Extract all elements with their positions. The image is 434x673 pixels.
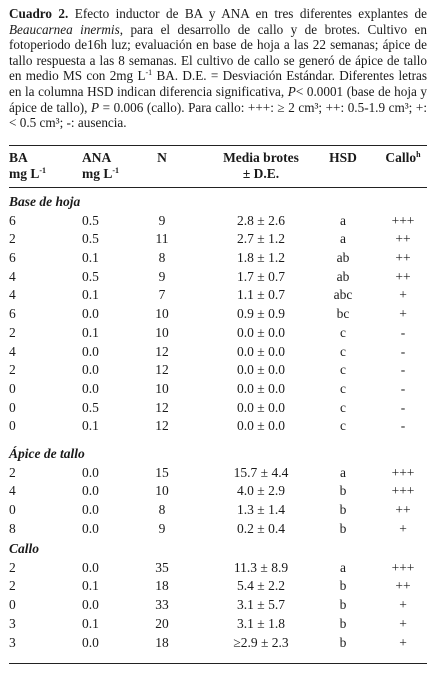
- cell-ana: 0.5: [82, 400, 99, 415]
- cell-ana: 0.1: [82, 578, 99, 593]
- cell-media: 3.1 ± 5.7: [237, 597, 285, 612]
- cell-n: 15: [155, 465, 169, 480]
- caption-p-symbol-2: P: [91, 99, 100, 115]
- cell-callo: +++: [391, 560, 415, 575]
- cell-callo: ++: [395, 578, 411, 593]
- cell-n: 18: [155, 578, 169, 593]
- cell-ana: 0.1: [82, 616, 99, 631]
- cell-ba: 2: [9, 560, 16, 575]
- cell-n: 12: [155, 418, 169, 433]
- cell-hsd: c: [340, 362, 346, 377]
- cell-ana: 0.5: [82, 213, 99, 228]
- cell-hsd: b: [339, 597, 347, 612]
- cell-n: 35: [155, 560, 169, 575]
- cell-ba: 0: [9, 597, 16, 612]
- caption-text-2: , para el desarrollo de callo y de brotes. Cultivo en fotoperiodo de16h luz; evaluación en base de hoja a las 22 semanas; ápice de tallo respuesta a las 8 semanas. El cultivo de callo se generó de ápice de tallo en medio MS con 2mg L: [9, 21, 427, 84]
- top-rule: [9, 145, 427, 146]
- cell-callo: ++: [395, 231, 411, 246]
- cell-media: 0.0 ± 0.0: [237, 418, 285, 433]
- header-ba-unit: [9, 166, 46, 182]
- cell-hsd: a: [340, 560, 346, 575]
- cell-ana: 0.1: [82, 250, 99, 265]
- cell-ba: 8: [9, 521, 16, 536]
- cell-media: ≥2.9 ± 2.3: [233, 635, 289, 650]
- cell-callo: -: [400, 362, 406, 377]
- cell-ba: 0: [9, 400, 16, 415]
- cell-n: 7: [158, 287, 166, 302]
- cell-media: 2.8 ± 2.6: [237, 213, 285, 228]
- cell-ba: 4: [9, 287, 16, 302]
- cell-ana: 0.5: [82, 231, 99, 246]
- cell-ba: 6: [9, 213, 16, 228]
- section-title: Ápice de tallo: [9, 446, 85, 461]
- cell-ba: 0: [9, 381, 16, 396]
- cell-n: 12: [155, 344, 169, 359]
- cell-hsd: c: [340, 381, 346, 396]
- section-title: Base de hoja: [9, 194, 81, 209]
- caption-species: Beaucarnea inermis: [9, 21, 120, 37]
- cell-ba: 2: [9, 325, 16, 340]
- cell-callo: +++: [391, 213, 415, 228]
- cell-n: 9: [158, 269, 166, 284]
- cell-n: 33: [155, 597, 169, 612]
- cell-ana: 0.0: [82, 306, 99, 321]
- cell-ba: 6: [9, 306, 16, 321]
- cell-media: 1.8 ± 1.2: [237, 250, 285, 265]
- cell-callo: -: [400, 381, 406, 396]
- header-ana-line1: ANA: [82, 150, 112, 165]
- header-ba-sup: -1: [39, 166, 47, 175]
- header-media-de: ± D.E.: [242, 166, 280, 181]
- cell-n: 20: [155, 616, 169, 631]
- caption-unit-sup: -1: [145, 68, 153, 78]
- caption-text-1: Efecto inductor de BA y ANA en tres diferentes explantes de: [68, 6, 427, 21]
- cell-ba: 2: [9, 362, 16, 377]
- cell-ba: 2: [9, 465, 16, 480]
- cell-ana: 0.0: [82, 465, 99, 480]
- cell-callo: +: [399, 306, 407, 321]
- caption-text-4: < 0.0001 (base de hoja y ápice de tallo),: [9, 83, 428, 115]
- cell-media: 0.9 ± 0.9: [237, 306, 285, 321]
- caption-text-5: = 0.006 (callo). Para callo: +++: ≥ 2 cm³; ++: 0.5-1.9 cm³; +: < 0.5 cm³; -: ausencia.: [9, 99, 427, 131]
- cell-n: 18: [155, 635, 169, 650]
- cell-media: 1.7 ± 0.7: [237, 269, 285, 284]
- cell-hsd: a: [340, 465, 346, 480]
- caption-p-symbol: P: [287, 83, 296, 99]
- cell-ana: 0.1: [82, 418, 99, 433]
- cell-hsd: b: [339, 616, 347, 631]
- cell-n: 10: [155, 381, 169, 396]
- cell-callo: -: [400, 325, 406, 340]
- header-ba: [9, 150, 28, 166]
- cell-n: 11: [155, 231, 169, 246]
- cell-ba: 4: [9, 483, 16, 498]
- cell-n: 10: [155, 483, 169, 498]
- header-ba-line2: mg L: [9, 166, 40, 181]
- cell-ana: 0.0: [82, 344, 99, 359]
- cell-ana: 0.0: [82, 483, 99, 498]
- cell-media: 0.0 ± 0.0: [237, 362, 285, 377]
- cell-ana: 0.0: [82, 560, 99, 575]
- cell-callo: +++: [391, 465, 415, 480]
- cell-ba: 0: [9, 418, 16, 433]
- cell-ana: 0.1: [82, 287, 99, 302]
- cell-callo: -: [400, 418, 406, 433]
- cell-hsd: ab: [336, 269, 350, 284]
- cell-hsd: b: [339, 635, 347, 650]
- header-hsd: HSD: [329, 150, 357, 165]
- cell-callo: +: [399, 597, 407, 612]
- cell-ba: 4: [9, 344, 16, 359]
- caption-text-3: BA. D.E. = Desviación Estándar. Diferentes letras en la columna HSD indican diferencia significativa,: [9, 68, 428, 99]
- cell-callo: +: [399, 521, 407, 536]
- header-ana-sup: -1: [112, 166, 120, 175]
- cell-hsd: b: [339, 483, 347, 498]
- cell-callo: ++: [395, 502, 411, 517]
- cell-ana: 0.0: [82, 381, 99, 396]
- cell-media: 1.1 ± 0.7: [237, 287, 285, 302]
- cell-media: 11.3 ± 8.9: [233, 560, 289, 575]
- cell-media: 0.0 ± 0.0: [237, 325, 285, 340]
- cell-callo: ++: [395, 250, 411, 265]
- cell-hsd: c: [340, 344, 346, 359]
- cell-callo: -: [400, 400, 406, 415]
- header-callo-label: Callo: [385, 150, 417, 165]
- header-ana: [82, 150, 111, 166]
- caption-label: Cuadro 2.: [9, 6, 69, 21]
- header-ana-unit: [82, 166, 119, 182]
- header-ba-line1: BA: [9, 150, 28, 165]
- cell-ana: 0.0: [82, 521, 99, 536]
- cell-hsd: c: [340, 418, 346, 433]
- cell-callo: +: [399, 287, 407, 302]
- cell-ana: 0.5: [82, 269, 99, 284]
- cell-media: 3.1 ± 1.8: [237, 616, 285, 631]
- header-callo-sup: h: [416, 150, 421, 159]
- table-caption: [9, 6, 427, 131]
- cell-callo: +: [399, 616, 407, 631]
- cell-n: 8: [158, 502, 166, 517]
- cell-callo: -: [400, 344, 406, 359]
- cell-n: 9: [158, 521, 166, 536]
- cell-hsd: ab: [336, 250, 350, 265]
- cell-media: 0.0 ± 0.0: [237, 381, 285, 396]
- cell-ana: 0.0: [82, 502, 99, 517]
- cell-callo: +++: [391, 483, 415, 498]
- cell-hsd: c: [340, 325, 346, 340]
- cell-n: 10: [155, 325, 169, 340]
- cell-hsd: b: [339, 502, 347, 517]
- header-ana-line2: mg L: [82, 166, 113, 181]
- cell-media: 0.0 ± 0.0: [237, 344, 285, 359]
- cell-n: 8: [158, 250, 166, 265]
- header-n: N: [157, 150, 167, 165]
- cell-hsd: abc: [333, 287, 353, 302]
- cell-callo: +: [399, 635, 407, 650]
- section-title: Callo: [9, 541, 40, 556]
- cell-ba: 3: [9, 616, 16, 631]
- cell-ba: 6: [9, 250, 16, 265]
- cell-n: 9: [158, 213, 166, 228]
- cell-hsd: b: [339, 578, 347, 593]
- cell-media: 1.3 ± 1.4: [237, 502, 285, 517]
- cell-ba: 2: [9, 231, 16, 246]
- cell-n: 10: [155, 306, 169, 321]
- cell-media: 0.2 ± 0.4: [237, 521, 285, 536]
- header-media: Media brotes: [223, 150, 299, 165]
- cell-ana: 0.0: [82, 362, 99, 377]
- cell-media: 0.0 ± 0.0: [237, 400, 285, 415]
- cell-media: 15.7 ± 4.4: [233, 465, 289, 480]
- cell-hsd: b: [339, 521, 347, 536]
- cell-ba: 3: [9, 635, 16, 650]
- cell-media: 2.7 ± 1.2: [237, 231, 285, 246]
- cell-hsd: bc: [336, 306, 350, 321]
- cell-callo: ++: [395, 269, 411, 284]
- cell-ba: 4: [9, 269, 16, 284]
- bottom-rule: [9, 663, 427, 664]
- header-callo: [380, 150, 426, 166]
- cell-hsd: c: [340, 400, 346, 415]
- cell-media: 5.4 ± 2.2: [237, 578, 285, 593]
- cell-hsd: a: [340, 213, 346, 228]
- cell-ana: 0.0: [82, 635, 99, 650]
- cell-ba: 0: [9, 502, 16, 517]
- cell-media: 4.0 ± 2.9: [237, 483, 285, 498]
- header-rule: [9, 187, 427, 188]
- cell-ana: 0.1: [82, 325, 99, 340]
- cell-ba: 2: [9, 578, 16, 593]
- cell-n: 12: [155, 400, 169, 415]
- cell-n: 12: [155, 362, 169, 377]
- cell-ana: 0.0: [82, 597, 99, 612]
- cell-hsd: a: [340, 231, 346, 246]
